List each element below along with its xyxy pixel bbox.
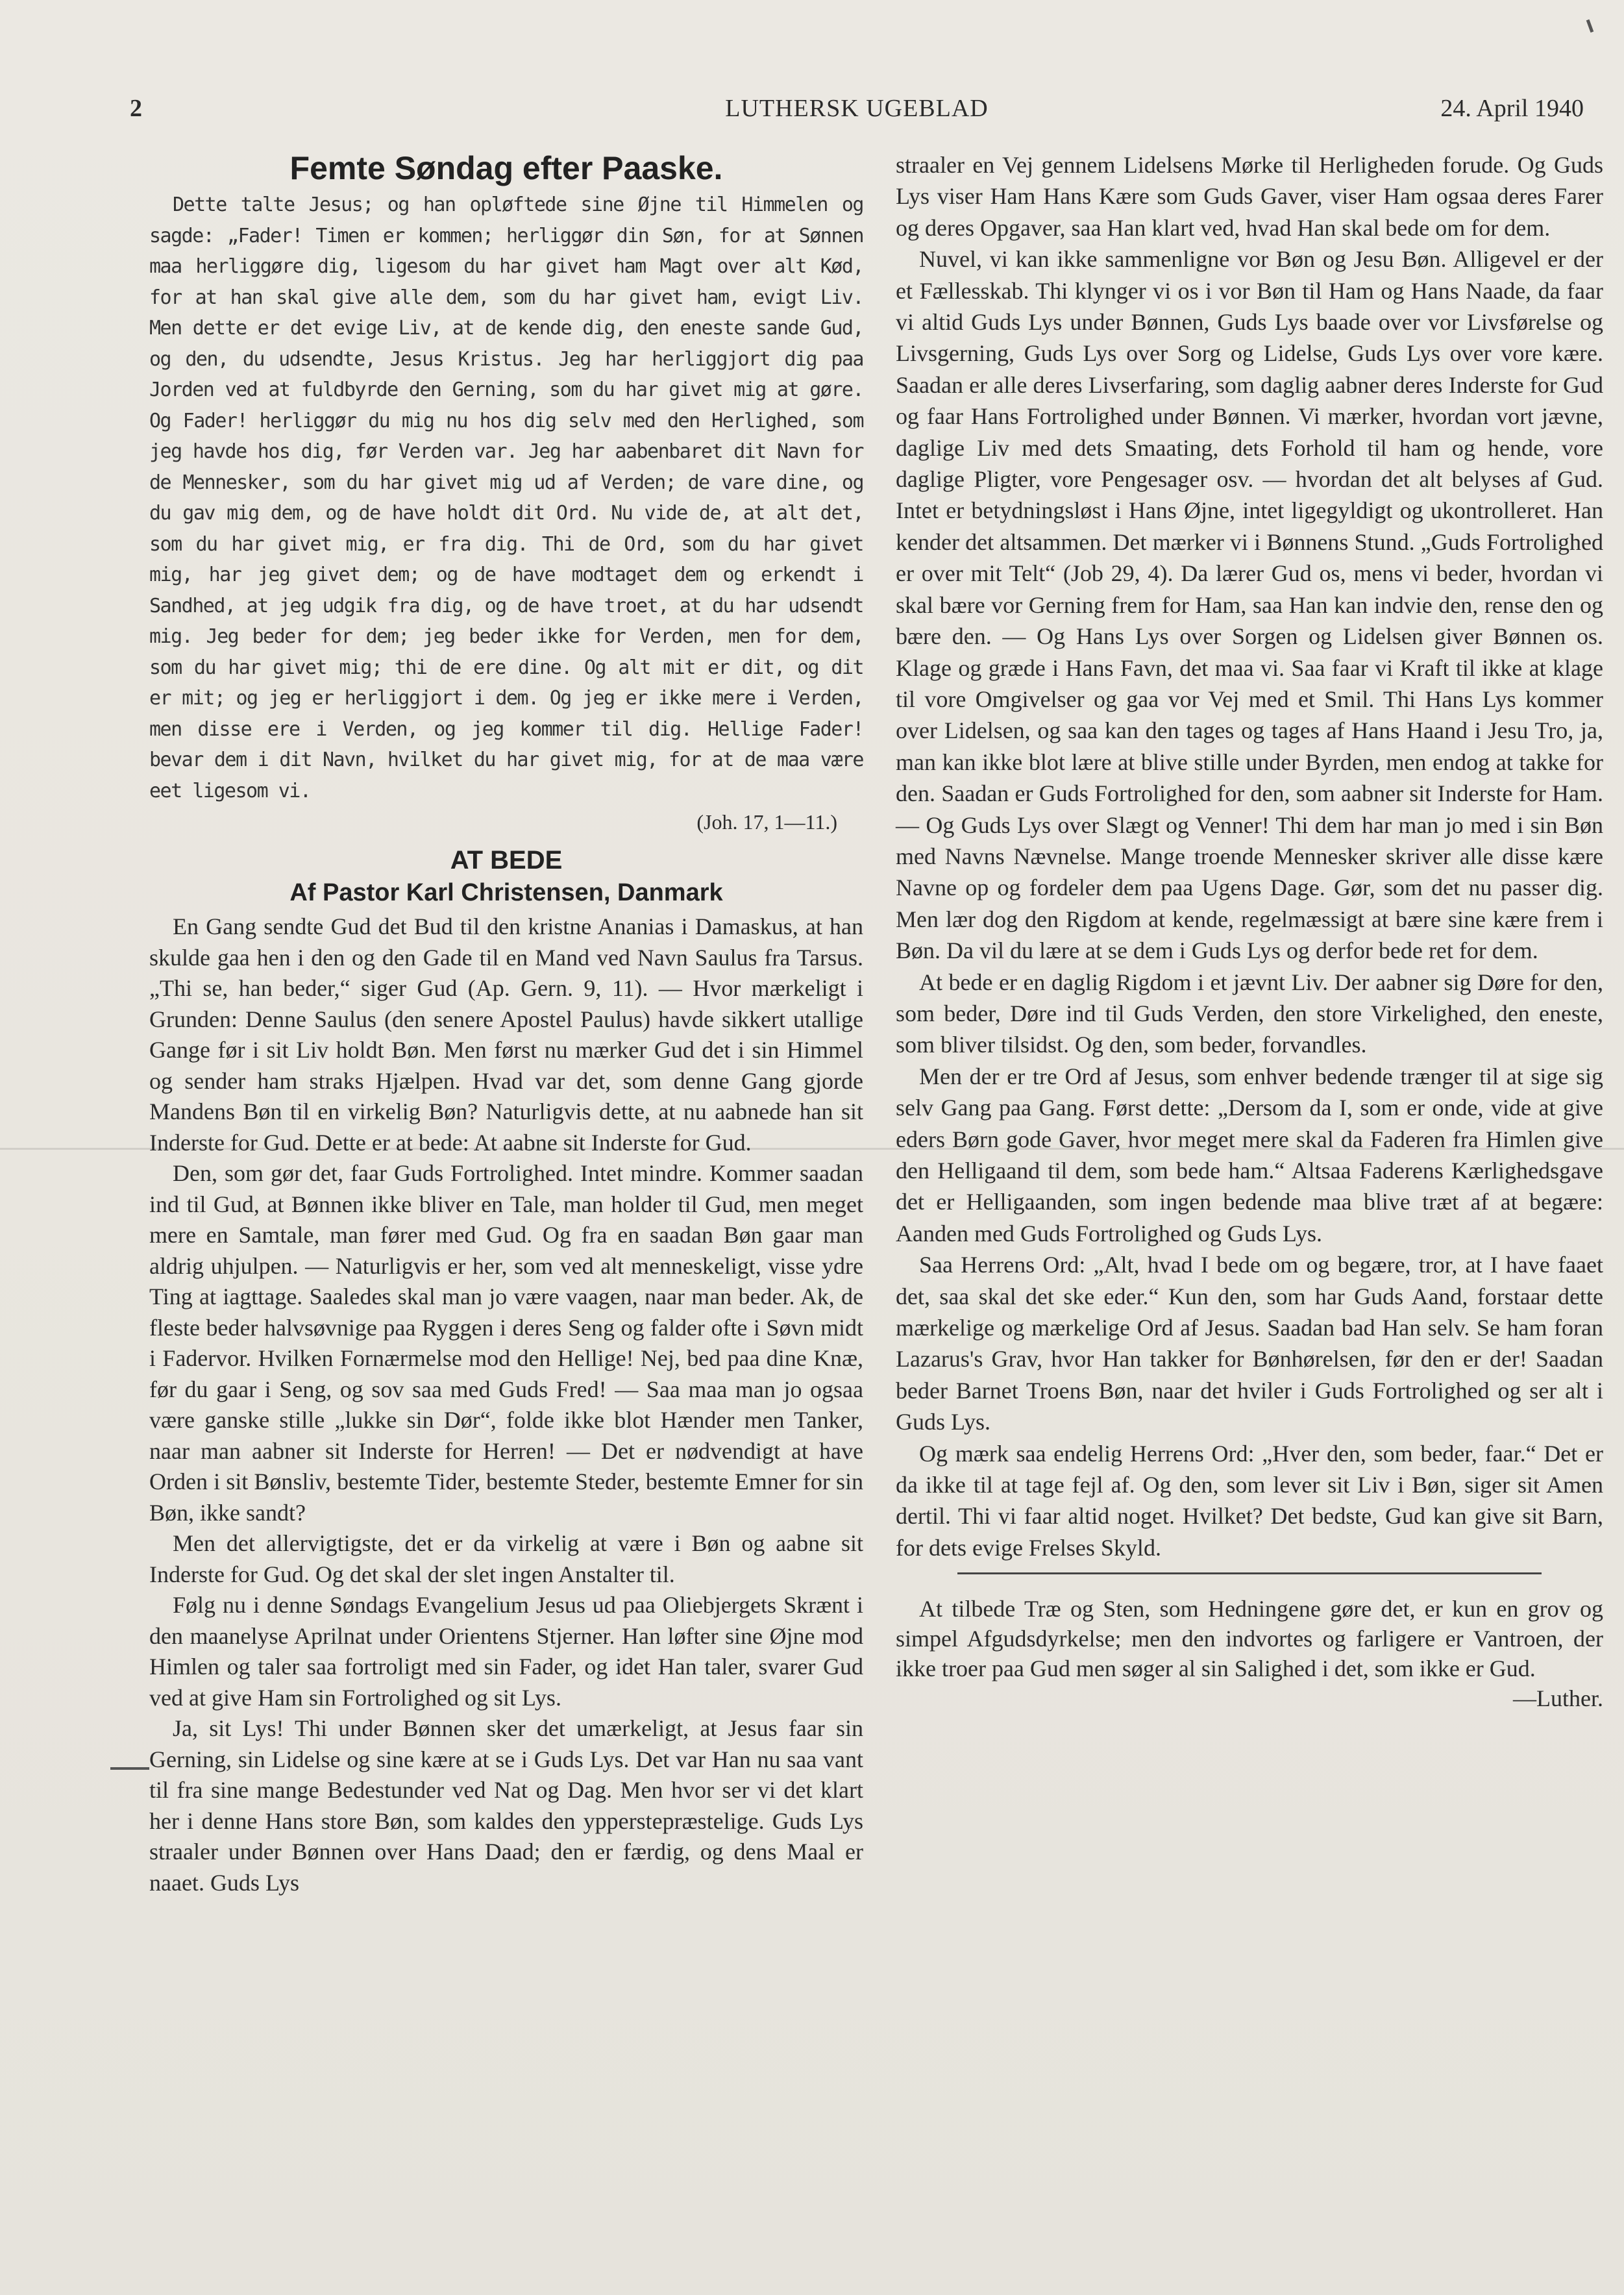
article-paragraph: Følg nu i denne Søndags Evangelium Jesus ud paa Oliebjergets Skrænt i den maanelyse Aprilnat under Orientens Stjerner. Han løfter sine Øjne mod Himlen og taler saa fortroligt med sin Fader, og idet Han taler, svarer Gud ved at give Ham sin Fortrolighed og sit Lys.: [149, 1592, 863, 1711]
page-number: 2: [130, 95, 142, 122]
article-paragraph: Og mærk saa endelig Herrens Ord: „Hver den, som beder, faar.“ Det er da ikke til at tage fejl af. Og den, som lever sit Liv i Bøn, siger sit Amen dertil. Thi vi faar altid noget. Hvilket? Det bedste, Gud kan give sit Barn, for dets evige Frelses Skyld.: [896, 1440, 1603, 1561]
article-title: AT BEDE: [450, 846, 563, 875]
article-byline: Af Pastor Karl Christensen, Danmark: [289, 879, 723, 906]
left-column: [149, 149, 863, 1898]
luther-quote: [896, 1594, 1603, 1712]
article-paragraph: Den, som gør det, faar Guds Fortrolighed. Intet mindre. Kommer saadan ind til Gud, at Bønnen ikke bliver en Tale, man holder til Gud, men meget mere en Samtale, man fører med Gud. Og fra en saadan Bøn gaar man aldrig uhjulpen. — Naturligvis er her, som ved alt menneskeligt, visse ydre Ting at iagttage. Saaledes skal man jo være vaagen, naar man beder. Ak, de fleste beder halvsøvnige paa Ryggen i deres Seng og falder ofte i Søvn midt i Fadervor. Hvilken Fornærmelse mod den Hellige! Nej, bed paa dine Knæ, før du gaar i Seng, og sov saa med Guds Fred! — Saa maa man jo ogsaa være ganske stille „lukke sin Dør“, folde ikke blot Hænder men Tanker, naar man aabner sit Inderste for Herren! — Det er nødvendigt at have Orden i sit Bønsliv, bestemte Tider, bestemte Steder, bestemte Emner for sin Bøn, ikke sandt?: [149, 1160, 863, 1526]
margin-arrow-mark: [110, 1767, 149, 1770]
issue-date: 24. April 1940: [1440, 95, 1584, 122]
scripture-reference: (Joh. 17, 1—11.): [696, 810, 837, 834]
article-paragraph: Ja, sit Lys! Thi under Bønnen sker det umærkeligt, at Jesus faar sin Gerning, sin Lidelse og sine kære at se i Guds Lys. Det var Han nu saa vant til fra sine mange Bedestunder ved Nat og Dag. Men hvor ser vi det klart her i denne Hans store Bøn, som kaldes den ypperstepræstelige. Guds Lys straaler under Bønnen over Hans Daad; den er færdig, og dens Maal er naaet. Guds Lys: [149, 1715, 863, 1896]
quote-text: At tilbede Træ og Sten, som Hedningene gøre det, er kun en grov og simpel Afgudsdyrkelse; men den indvortes og farligere er Vantroen, der ikke troer paa Gud men søger al sin Salighed i det, som ikke er Gud.: [896, 1596, 1603, 1682]
right-column: [896, 149, 1603, 1713]
quote-attribution: —Luther.: [1513, 1685, 1603, 1712]
scripture-title: Femte Søndag efter Paaske.: [289, 150, 723, 186]
publication-title: LUTHERSK UGEBLAD: [725, 95, 989, 122]
article-paragraph: straaler en Vej gennem Lidelsens Mørke til Herligheden forude. Og Guds Lys viser Ham Hans Kære som Guds Gaver, viser Ham ogsaa deres Farer og deres Opgaver, saa Han klart ved, hvad Han skal bede om for dem.: [896, 152, 1603, 241]
article-paragraph: Nuvel, vi kan ikke sammenligne vor Bøn og Jesu Bøn. Alligevel er der et Fællesskab. Thi klynger vi os i vor Bøn til Ham og Hans Naade, da faar vi altid Guds Lys under Bønnen, Guds Lys baade over vor Livsførelse og Livsgerning, Guds Lys over Sorg og Lidelse, Guds Lys over vore kære. Saadan er alle deres Livserfaring, som daglig aabner deres Inderste for Gud og faar Hans Fortrolighed under Bønnen. Vi mærker, hvordan vort jævne, daglige Liv med dets Smaating, dets Forhold til ham og hende, vore daglige Pligter, vore Pengesager osv. — hvordan det alt belyses af Gud. Intet er betydningsløst i Hans Øjne, intet ligegyldigt og ukontrolleret. Han kender det altsammen. Det mærker vi i Bønnens Stund. „Guds Fortrolighed er over mit Telt“ (Job 29, 4). Da lærer Gud os, mens vi beder, hvordan vi skal bære vor Gerning frem for Ham, saa Han kan indvie den, rense den og bære den. — Og Hans Lys over Sorgen og Lidelsen giver Bønnen os. Klage og græde i Hans Favn, det maa vi. Saa faar vi Kraft til ikke at klage til vore Omgivelser og gaa vor Vej med et Smil. Thi Hans Lys kommer over Lidelsen, og saa kan den tages og tages af Hans Haand i Jesu Tro, ja, man kan ikke blot lære at blive stille under Byrden, men endog at takke for den. Saadan er Guds Fortrolighed for den, som aabner sit Inderste for Ham. — Og Guds Lys over Slægt og Venner! Thi dem har man jo med i sin Bøn med Navns Nævnelse. Mange troende Mennesker skriver alle disse kære Navne op og fordeler dem paa Ugens Dage. Gør, som det nu passer dig. Men lær dog den Rigdom at kende, regelmæssigt at bære sine kære frem i Bøn. Da vil du lære at se dem i Guds Lys og derfor bede ret for dem.: [896, 246, 1603, 964]
article-paragraph: Men der er tre Ord af Jesus, som enhver bedende trænger til at sige sig selv Gang paa Gang. Først dette: „Dersom da I, som er onde, vide at give eders Børn gode Gaver, hvor meget mere skal da Faderen fra Himlen give den Helligaand til dem, som bede ham.“ Altsaa Faderens Kærlighedsgave det er Helligaanden, som ingen bedende maa blive træt af at begære: Aanden med Guds Fortrolighed og Guds Lys.: [896, 1063, 1603, 1247]
article-paragraph: Men det allervigtigste, det er da virkelig at være i Bøn og aabne sit Inderste for Gud. Og det skal der slet ingen Anstalter til.: [149, 1530, 863, 1587]
section-divider: [957, 1572, 1542, 1574]
scripture-text: Dette talte Jesus; og han opløftede sine Øjne til Himmelen og sagde: „Fader! Timen er kommen; herliggør din Søn, for at Sønnen maa herliggøre dig, ligesom du har givet ham Magt over alt Kød, for at han skal give alle dem, som du har givet ham, evigt Liv. Men dette er det evige Liv, at de kende dig, den eneste sande Gud, og den, du udsendte, Jesus Kristus. Jeg har herliggjort dig paa Jorden ved at fuldbyrde den Gerning, som du har givet mig at gøre. Og Fader! herliggør du mig nu hos dig selv med den Herlighed, som jeg havde hos dig, før Verden var. Jeg har aabenbaret dit Navn for de Mennesker, som du har givet mig ud af Verden; de vare dine, og du gav mig dem, og de have holdt dit Ord. Nu vide de, at alt det, som du har givet mig, er fra dig. Thi de Ord, som du har givet mig, har jeg givet dem; og de have modtaget dem og erkendt i Sandhed, at jeg udgik fra dig, og de have troet, at du har udsendt mig. Jeg beder for dem; jeg beder ikke for Verden, men for dem, som du har givet mig; thi de ere dine. Og alt mit er dit, og dit er mit; og jeg er herliggjort i dem. Og jeg er ikke mere i Verden, men disse ere i Verden, og jeg kommer til dig. Hellige Fader! bevar dem i dit Navn, hvilket du har givet mig, for at de maa være eet ligesom vi.: [149, 193, 863, 802]
article-paragraph: Saa Herrens Ord: „Alt, hvad I bede om og begære, tror, at I have faaet det, saa skal det ske eder.“ Kun den, som har Guds Aand, forstaar dette mærkelige og mærkelige Ord af Jesus. Saadan bad Han selv. Se ham foran Lazarus's Grav, hvor Han takker for Bønhørelsen, før den er der! Saadan beder Barnet Troens Bøn, naar det hviler i Guds Fortrolighed og ser alt i Guds Lys.: [896, 1252, 1603, 1435]
article-paragraph: En Gang sendte Gud det Bud til den kristne Ananias i Damaskus, at han skulde gaa hen i den og den Gade til en Mand ved Navn Saulus fra Tarsus. „Thi se, han beder,“ siger Gud (Ap. Gern. 9, 11). — Hvor mærkeligt i Grunden: Denne Saulus (den senere Apostel Paulus) havde sikkert utallige Gange før i sit Liv holdt Bøn. Men først nu mærker Gud det i sin Himmel og sender ham straks Hjælpen. Hvad var det, som denne Gang gjorde Mandens Bøn til en virkelig Bøn? Naturligvis dette, at nu aabnede han sit Inderste for Gud. Dette er at bede: At aabne sit Inderste for Gud.: [149, 913, 863, 1156]
article-paragraph: At bede er en daglig Rigdom i et jævnt Liv. Der aabner sig Døre for den, som beder, Døre ind til Guds Verden, den store Virkelighed, den eneste, som bliver tilsidst. Og den, som beder, forvandles.: [896, 969, 1603, 1058]
corner-mark: [1586, 19, 1594, 33]
page-header: [130, 94, 1584, 133]
